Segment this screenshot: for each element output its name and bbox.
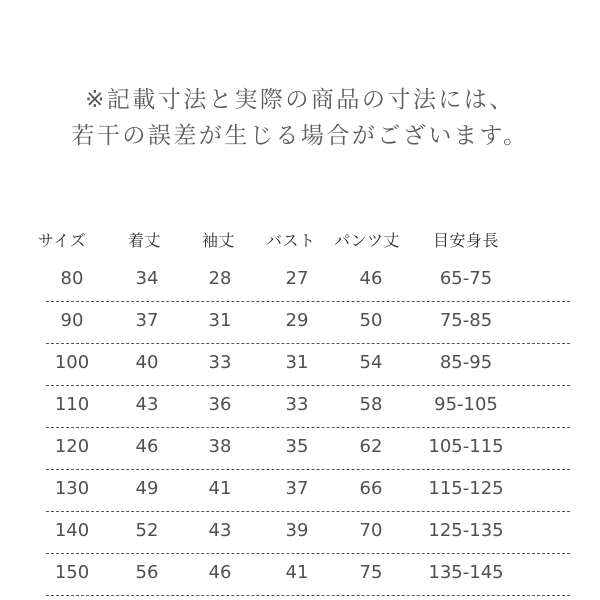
header-pants-length: パンツ丈 [334, 231, 401, 250]
notice-line-1: ※記載寸法と実際の商品の寸法には、 [85, 87, 515, 113]
cell-bust: 31 [285, 352, 309, 373]
table-row [38, 260, 570, 302]
cell-height-guide: 105-115 [428, 436, 504, 457]
cell-length: 34 [135, 268, 159, 289]
cell-size: 80 [60, 268, 84, 289]
cell-pants-length: 75 [359, 562, 383, 583]
cell-height-guide: 85-95 [439, 352, 493, 373]
cell-pants-length: 66 [359, 478, 383, 499]
table-row [38, 470, 570, 512]
table-row [38, 554, 570, 596]
cell-bust: 35 [285, 436, 309, 457]
cell-bust: 37 [285, 478, 309, 499]
header-size: サイズ [38, 231, 87, 250]
cell-bust: 27 [285, 268, 309, 289]
cell-size: 90 [60, 310, 84, 331]
cell-pants-length: 70 [359, 520, 383, 541]
cell-size: 120 [54, 436, 90, 457]
header-length: 着丈 [128, 231, 162, 250]
cell-size: 100 [54, 352, 90, 373]
cell-length: 46 [135, 436, 159, 457]
cell-length: 40 [135, 352, 159, 373]
cell-sleeve: 36 [208, 394, 232, 415]
cell-sleeve: 41 [208, 478, 232, 499]
table-row [38, 428, 570, 470]
cell-height-guide: 135-145 [428, 562, 504, 583]
cell-size: 140 [54, 520, 90, 541]
cell-bust: 39 [285, 520, 309, 541]
cell-pants-length: 46 [359, 268, 383, 289]
cell-size: 150 [54, 562, 90, 583]
header-height-guide: 目安身長 [433, 231, 500, 250]
cell-length: 49 [135, 478, 159, 499]
notice-line-2: 若干の誤差が生じる場合がございます。 [71, 123, 529, 149]
cell-pants-length: 50 [359, 310, 383, 331]
table-row [38, 386, 570, 428]
cell-sleeve: 46 [208, 562, 232, 583]
cell-length: 37 [135, 310, 159, 331]
table-row [38, 302, 570, 344]
cell-length: 52 [135, 520, 159, 541]
cell-sleeve: 38 [208, 436, 232, 457]
cell-length: 43 [135, 394, 159, 415]
cell-sleeve: 33 [208, 352, 232, 373]
cell-pants-length: 62 [359, 436, 383, 457]
table-header [38, 228, 570, 254]
cell-length: 56 [135, 562, 159, 583]
cell-sleeve: 31 [208, 310, 232, 331]
header-sleeve: 袖丈 [202, 231, 236, 250]
size-notice [0, 82, 600, 154]
cell-sleeve: 28 [208, 268, 232, 289]
cell-pants-length: 58 [359, 394, 383, 415]
cell-height-guide: 115-125 [428, 478, 504, 499]
table-row [38, 344, 570, 386]
row-divider [46, 595, 570, 596]
cell-height-guide: 75-85 [439, 310, 493, 331]
size-table [38, 228, 570, 590]
cell-sleeve: 43 [208, 520, 232, 541]
cell-height-guide: 125-135 [428, 520, 504, 541]
cell-bust: 33 [285, 394, 309, 415]
table-row [38, 512, 570, 554]
cell-size: 130 [54, 478, 90, 499]
cell-height-guide: 95-105 [434, 394, 498, 415]
cell-pants-length: 54 [359, 352, 383, 373]
cell-bust: 29 [285, 310, 309, 331]
cell-size: 110 [54, 394, 90, 415]
cell-bust: 41 [285, 562, 309, 583]
cell-height-guide: 65-75 [439, 268, 493, 289]
header-bust: バスト [266, 231, 316, 250]
